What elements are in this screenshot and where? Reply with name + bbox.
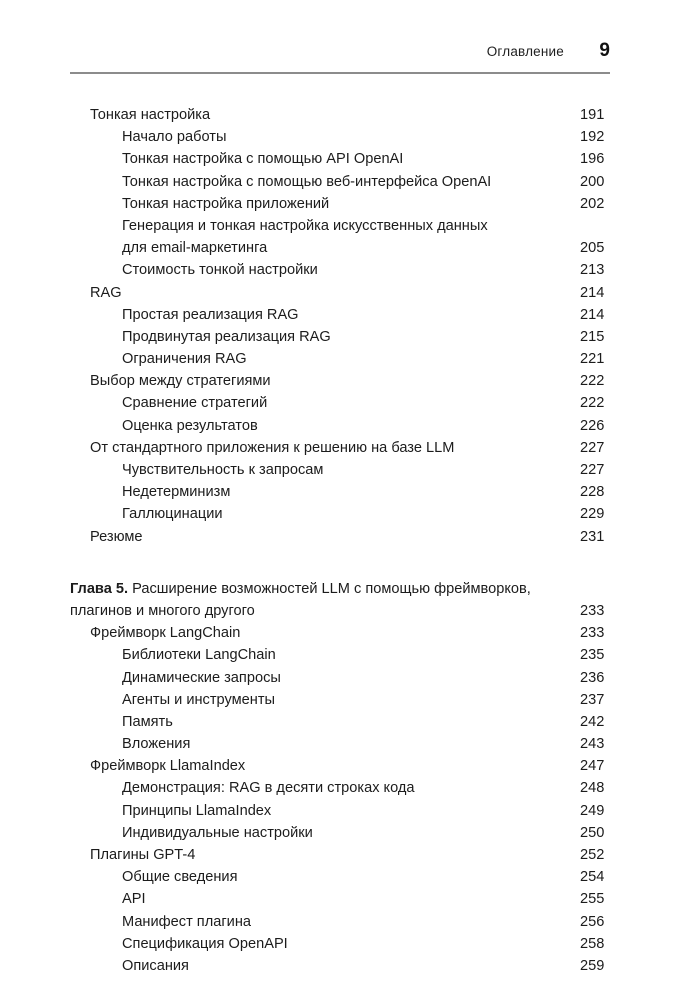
toc-entry[interactable] [0,844,681,866]
toc-entry[interactable] [0,126,681,148]
dot-leader [277,706,579,707]
toc-entry-page-number: 196 [580,151,605,168]
toc-entry[interactable] [0,104,681,126]
dot-leader [145,543,579,544]
chapter-label: Глава 5. [70,580,129,597]
toc-entry-page-number: 222 [580,395,605,412]
toc-entry-title: Продвинутая реализация RAG [122,328,331,345]
toc-entry-page-number: 258 [580,935,605,952]
toc-entry[interactable] [0,304,681,326]
toc-entry[interactable] [0,711,681,733]
table-of-contents [0,104,681,977]
toc-entry[interactable] [0,215,681,237]
dot-leader [175,728,579,729]
toc-entry-page-number: 249 [580,802,605,819]
toc-entry[interactable] [0,526,681,548]
dot-leader [320,277,579,278]
dot-leader [283,684,579,685]
toc-entry-title: Простая реализация RAG [122,306,299,323]
chapter-title-part-1: Расширение возможностей LLM с помощью фреймворков, [128,580,531,597]
toc-entry[interactable] [0,933,681,955]
toc-entry-page-number: 192 [580,129,605,146]
toc-entry[interactable] [0,437,681,459]
toc-entry-page-number: 221 [580,351,605,368]
toc-entry-title: Резюме [90,528,143,545]
toc-entry-title: Индивидуальные настройки [122,824,313,841]
toc-entry[interactable] [0,503,681,525]
toc-entry-title: Агенты и инструменты [122,691,276,708]
toc-entry-page-number: 237 [580,691,605,708]
toc-entry-page-number: 226 [580,417,605,434]
dot-leader [124,299,579,300]
toc-entry-title: Генерация и тонкая настройка искусственных данных [122,217,488,234]
toc-entry-title: Начало работы [122,129,227,146]
toc-entry-title: для email-маркетинга [122,240,268,257]
toc-entry-title: Спецификация OpenAPI [122,935,288,952]
dot-leader [148,906,579,907]
toc-entry[interactable] [0,193,681,215]
dot-leader [273,387,579,388]
toc-entry-page-number: 252 [580,847,605,863]
toc-entry-title: API [122,891,146,908]
toc-entry-page-number: 228 [580,484,605,501]
toc-entry-title: Оценка результатов [122,417,258,434]
toc-entry[interactable] [0,955,681,977]
toc-entry[interactable] [0,348,681,370]
toc-entry-page-number: 214 [580,284,605,301]
dot-leader [212,121,579,122]
toc-entry-title: Стоимость тонкой настройки [122,262,318,279]
toc-entry[interactable] [0,459,681,481]
dot-leader [197,861,579,862]
toc-entry-page-number: 250 [580,824,605,841]
toc-entry-title: Общие сведения [122,869,238,886]
chapter-heading-line-1 [0,578,681,600]
dot-leader [247,772,579,773]
toc-entry-page-number: 202 [580,195,605,212]
toc-entry-title: От стандартного приложения к решению на базе LLM [90,439,455,456]
dot-leader [493,188,579,189]
toc-entry-title: Динамические запросы [122,669,281,686]
toc-entry[interactable] [0,148,681,170]
toc-entry-title: Тонкая настройка с помощью веб-интерфейса OpenAI [122,173,492,190]
toc-entry-title: Принципы LlamaIndex [122,802,272,819]
toc-entry-title: Тонкая настройка приложений [122,195,330,212]
dot-leader [456,454,579,455]
toc-entry[interactable] [0,392,681,414]
toc-entry-title: Чувствительность к запросам [122,462,324,478]
toc-entry[interactable] [0,259,681,281]
toc-entry-title: Вложения [122,736,191,753]
toc-entry-title: Память [122,713,173,730]
toc-section-chapter5 [0,622,681,977]
toc-entry-page-number: 227 [580,462,605,478]
running-head-title: Оглавление [486,44,564,59]
toc-entry-title: Манифест плагина [122,913,251,930]
toc-entry-title: Библиотеки LangChain [122,647,276,664]
toc-entry-page-number: 247 [580,758,605,775]
toc-entry-page-number: 213 [580,262,605,279]
dot-leader [333,343,579,344]
toc-entry-page-number: 233 [580,625,605,642]
toc-entry-page-number: 254 [580,869,605,886]
toc-entry-page-number: 222 [580,373,605,390]
toc-entry[interactable] [0,644,681,666]
dot-leader [315,839,579,840]
toc-entry-page-number: 256 [580,913,605,930]
toc-entry-page-number: 259 [580,957,605,974]
dot-leader [269,254,579,255]
dot-leader [301,321,579,322]
chapter-heading-line-2[interactable] [0,600,681,622]
toc-entry[interactable] [0,755,681,777]
toc-entry[interactable] [0,667,681,689]
toc-section-chapter4-tail [0,104,681,548]
toc-entry-page-number: 236 [580,669,605,686]
toc-entry-title: Плагины GPT-4 [90,847,196,863]
toc-entry-page-number: 255 [580,891,605,908]
toc-entry[interactable] [0,733,681,755]
dot-leader [239,883,579,884]
toc-entry[interactable] [0,282,681,304]
toc-entry-page-number: 235 [580,647,605,664]
toc-entry-title: Сравнение стратегий [122,395,268,412]
toc-entry[interactable] [0,888,681,910]
toc-entry-title: RAG [90,284,122,301]
toc-entry-page-number: 229 [580,506,605,523]
toc-entry-page-number: 214 [580,306,605,323]
toc-entry-title: Тонкая настройка с помощью API OpenAI [122,151,404,168]
toc-entry-title: Галлюцинации [122,506,223,523]
toc-entry[interactable] [0,326,681,348]
dot-leader [192,750,579,751]
toc-entry-page-number: 215 [580,328,605,345]
toc-entry[interactable] [0,622,681,644]
toc-entry-page-number: 242 [580,713,605,730]
toc-entry[interactable] [0,481,681,503]
dot-leader [273,817,579,818]
toc-entry[interactable] [0,777,681,799]
toc-entry-title: Фреймворк LangChain [90,625,241,642]
dot-leader [405,166,579,167]
toc-entry-page-number: 205 [580,240,605,257]
toc-entry-page-number: 227 [580,439,605,456]
page-running-head [70,40,610,74]
header-divider-rule [70,72,610,74]
toc-entry-title: Ограничения RAG [122,351,247,368]
dot-leader [253,928,579,929]
chapter-page-number: 233 [580,602,605,619]
dot-leader [232,498,579,499]
dot-leader [225,521,579,522]
toc-entry-page-number: 231 [580,528,605,545]
toc-entry-title: Выбор между стратегиями [90,373,271,390]
dot-leader [260,432,579,433]
dot-leader [269,410,579,411]
running-head-page-number: 9 [599,40,610,61]
dot-leader [228,143,579,144]
toc-entry[interactable] [0,822,681,844]
toc-entry-page-number: 248 [580,780,605,797]
toc-entry-page-number: 191 [580,107,605,123]
dot-leader [278,662,579,663]
dot-leader [417,795,579,796]
toc-entry-title: Описания [122,957,189,974]
toc-entry[interactable] [0,866,681,888]
toc-entry[interactable] [0,237,681,259]
toc-entry-page-number: 243 [580,736,605,753]
dot-leader [325,476,579,477]
dot-leader [331,210,579,211]
toc-entry-title: Фреймворк LlamaIndex [90,758,246,775]
toc-entry-title: Демонстрация: RAG в десяти строках кода [122,780,415,797]
chapter-title-part-2: плагинов и многого другого [70,602,255,619]
toc-entry[interactable] [0,800,681,822]
toc-entry[interactable] [0,689,681,711]
toc-entry-title: Недетерминизм [122,484,231,501]
toc-entry-title: Тонкая настройка [90,107,211,123]
dot-leader [242,639,579,640]
dot-leader [290,950,579,951]
toc-entry[interactable] [0,415,681,437]
toc-entry[interactable] [0,911,681,933]
toc-entry[interactable] [0,171,681,193]
dot-leader [249,365,579,366]
toc-entry-page-number: 200 [580,173,605,190]
chapter-heading-entry[interactable] [0,578,681,622]
toc-entry[interactable] [0,370,681,392]
dot-leader [191,972,579,973]
dot-leader [257,617,579,618]
